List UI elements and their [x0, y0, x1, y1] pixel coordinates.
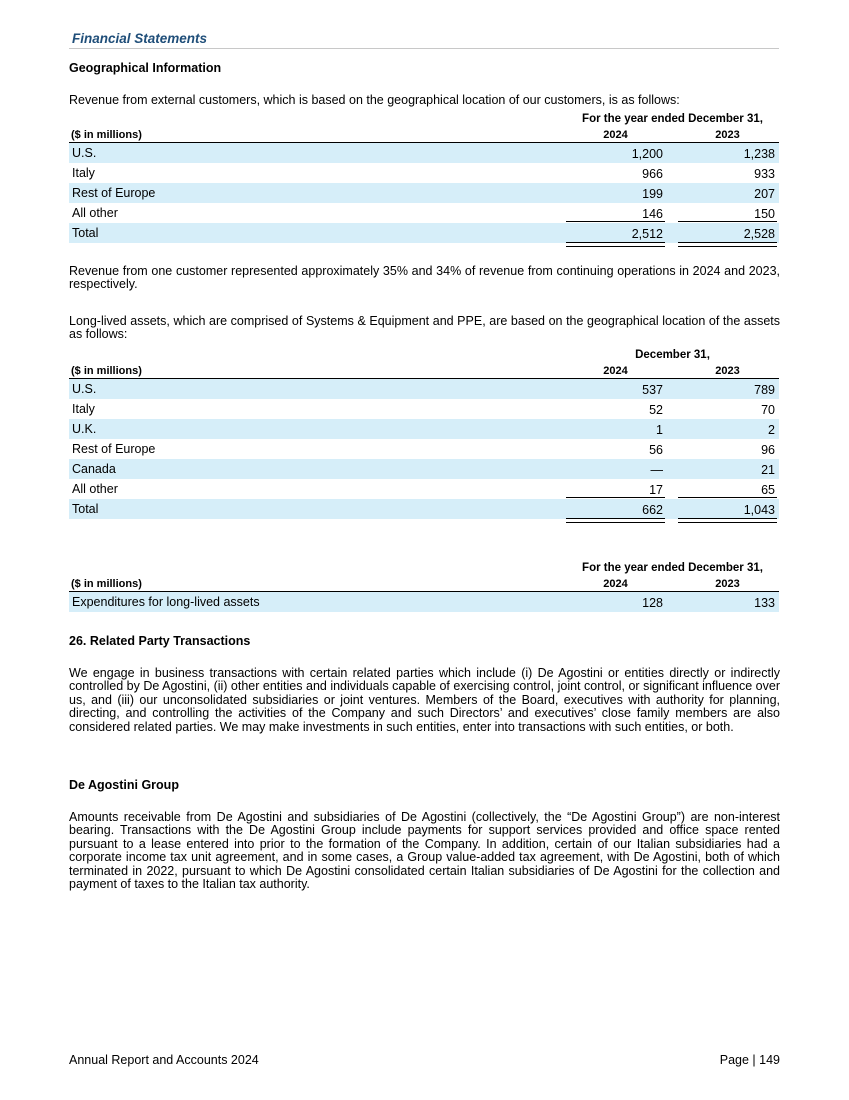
row-label: Total: [72, 226, 99, 240]
footer-page-number: Page | 149: [719, 1053, 780, 1067]
column-year-1: 2024: [603, 578, 628, 590]
row-label: Canada: [72, 462, 116, 476]
value-2024: 1,200: [631, 147, 663, 161]
de-agostini-heading: De Agostini Group: [69, 778, 179, 792]
table-row: [69, 592, 779, 612]
table-row: [69, 163, 779, 183]
total-double-underline: [678, 242, 777, 247]
value-2023: 2: [768, 423, 775, 437]
value-2023: 2,528: [743, 227, 775, 241]
table-row: [69, 183, 779, 203]
column-year-2: 2023: [715, 578, 740, 590]
value-2023: 207: [754, 187, 775, 201]
table-total-row: [69, 499, 779, 519]
value-2023: 789: [754, 383, 775, 397]
total-double-underline: [566, 242, 665, 247]
long-lived-assets-table: [69, 348, 779, 519]
value-2023: 1,238: [743, 147, 775, 161]
related-party-heading: 26. Related Party Transactions: [69, 634, 251, 648]
row-label: Total: [72, 502, 99, 516]
value-2024: 17: [649, 483, 663, 497]
value-2024: 2,512: [631, 227, 663, 241]
table-caption: December 31,: [635, 349, 710, 361]
value-2024: 52: [649, 403, 663, 417]
total-double-underline: [678, 518, 777, 523]
de-agostini-paragraph: Amounts receivable from De Agostini and subsidiaries of De Agostini (collectively, the “De Agostini Group”) are non-interest bearing. Transactions with the De Agostini Group include payments for support services provided and office space rented pursuant to a lease entered into prior to the formation of the Company. In addition, certain of our Italian subsidiaries had a corporate income tax unit agreement, and in some cases, a Group value-added tax agreement, with De Agostini, both of which terminated in 2022, pursuant to which De Agostini consolidated certain Italian subsidiaries of De Agostini for the collection and payment of taxes to the Italian tax authority.: [69, 810, 780, 892]
row-label: U.S.: [72, 382, 97, 396]
row-label: U.S.: [72, 146, 97, 160]
table-caption: For the year ended December 31,: [582, 562, 763, 574]
table-row: [69, 479, 779, 499]
expenditures-table: [69, 561, 779, 612]
row-label: All other: [72, 482, 118, 496]
geo-intro: Revenue from external customers, which is based on the geographical location of our customers, is as follows:: [69, 93, 680, 107]
total-double-underline: [566, 518, 665, 523]
table-total-row: [69, 223, 779, 243]
value-2023: 96: [761, 443, 775, 457]
table-row: [69, 419, 779, 439]
value-2023: 933: [754, 167, 775, 181]
row-label: Expenditures for long-lived assets: [72, 595, 260, 609]
table-row: [69, 379, 779, 399]
value-2024: 146: [642, 207, 663, 221]
value-2023: 1,043: [743, 503, 775, 517]
long-lived-assets-paragraph: Long-lived assets, which are comprised of Systems & Equipment and PPE, are based on the geographical location of the assets as follows:: [69, 314, 780, 342]
column-year-2: 2023: [715, 365, 740, 377]
column-year-2: 2023: [715, 129, 740, 141]
row-label: Rest of Europe: [72, 442, 156, 456]
value-2023: 150: [754, 207, 775, 221]
value-2023: 133: [754, 596, 775, 610]
row-label: Italy: [72, 402, 95, 416]
table-row: [69, 143, 779, 163]
related-party-paragraph: We engage in business transactions with certain related parties which include (i) De Agostini or entities directly or indirectly controlled by De Agostini, (ii) other entities and individuals capable of exercising control, joint control, or significant influence over us, and (iii) our unconsolidated subsidiaries or joint ventures. Members of the Board, executives with authority for planning, directing, and controlling the activities of the Company and such Directors’ and executives’ close family members are also considered related parties. We may make investments in such entities, enter into transactions with such entities, or both.: [69, 666, 780, 734]
table-row: [69, 203, 779, 223]
value-2024: —: [650, 463, 663, 477]
value-2024: 662: [642, 503, 663, 517]
value-2024: 199: [642, 187, 663, 201]
value-2024: 128: [642, 596, 663, 610]
table-row: [69, 399, 779, 419]
subtotal-underline: [678, 221, 777, 222]
column-year-1: 2024: [603, 365, 628, 377]
section-header: Financial Statements: [69, 31, 779, 49]
value-2024: 966: [642, 167, 663, 181]
value-2024: 1: [656, 423, 663, 437]
value-2023: 65: [761, 483, 775, 497]
value-2023: 21: [761, 463, 775, 477]
row-label: Italy: [72, 166, 95, 180]
geo-heading: Geographical Information: [69, 61, 222, 75]
footer-report-title: Annual Report and Accounts 2024: [69, 1053, 259, 1067]
row-label: Rest of Europe: [72, 186, 156, 200]
value-2023: 70: [761, 403, 775, 417]
column-label-header: ($ in millions): [71, 129, 142, 141]
customer-concentration-paragraph: Revenue from one customer represented approximately 35% and 34% of revenue from continuing operations in 2024 and 2023, respectively.: [69, 264, 780, 292]
subtotal-underline: [678, 497, 777, 498]
row-label: U.K.: [72, 422, 97, 436]
column-year-1: 2024: [603, 129, 628, 141]
table-row: [69, 459, 779, 479]
subtotal-underline: [566, 497, 665, 498]
value-2024: 537: [642, 383, 663, 397]
value-2024: 56: [649, 443, 663, 457]
revenue-by-geography-table: [69, 112, 779, 243]
row-label: All other: [72, 206, 118, 220]
table-caption: For the year ended December 31,: [582, 113, 763, 125]
table-row: [69, 439, 779, 459]
column-label-header: ($ in millions): [71, 578, 142, 590]
subtotal-underline: [566, 221, 665, 222]
column-label-header: ($ in millions): [71, 365, 142, 377]
